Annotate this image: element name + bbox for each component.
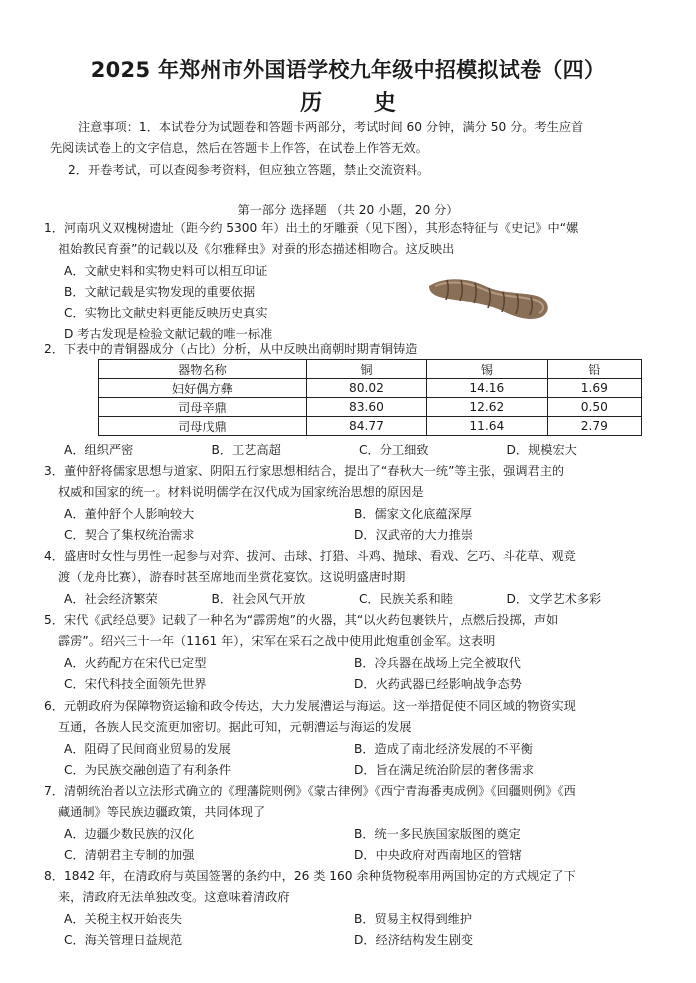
notes-line-1: 注意事项：1．本试卷分为试题卷和答题卡两部分，考试时间 60 分钟，满分 50 分。考生应首 [78,120,584,134]
question-8-stem-line-2: 来，清政府无法单独改变。这意味着清政府 [58,890,290,905]
question-8-option-d: D．经济结构发生剧变 [354,932,474,947]
question-2-option-b: B．工艺高超 [211,443,281,457]
question-3-option-c: C．契合了集权统治需求 [64,527,195,542]
question-2-option-d: D．规模宏大 [506,443,577,457]
question-5-option-a: A．火药配方在宋代已定型 [64,655,207,670]
question-1-option-c: C．实物比文献史料更能反映历史真实 [64,306,268,321]
question-1-stem-line-1: 1．河南巩义双槐树遗址（距今约 5300 年）出土的牙雕蚕（见下图），其形态特征与《史记》中“嫘 [44,221,579,235]
question-1-option-a: A．文献史料和实物史料可以相互印证 [64,263,268,278]
question-4-option-d: D．文学艺术多彩 [506,591,602,606]
table-cell: 妇好偶方彝 [99,379,307,398]
table-cell: 1.69 [547,379,641,398]
table-header-row [99,360,642,379]
bronze-composition-table [98,359,642,436]
question-4-stem-line-1: 4．盛唐时女性与男性一起参与对弈、拔河、击球、打猎、斗鸡、抛球、看戏、乞巧、斗花草、观竞 [44,549,576,563]
question-1-option-b: B．文献记载是实物发现的重要依据 [64,284,256,299]
question-1 [44,218,654,346]
question-3-option-d: D．汉武帝的大力推崇 [354,527,474,542]
subject-title: 历 史 [300,91,418,116]
question-1-option-d: D 考古发现是检验文献记载的唯一标准 [64,327,273,342]
question-3-option-b: B．儒家文化底蕴深厚 [354,506,473,521]
question-6-stem-line-2: 互通，各族人民交流更加密切。据此可知，元朝漕运与海运的发展 [58,720,412,735]
question-4-option-a: A．社会经济繁荣 [64,591,158,606]
table-cell: 司母戊鼎 [99,417,307,436]
question-7-option-a: A．边疆少数民族的汉化 [64,826,195,841]
question-4-stem-line-2: 渡（龙舟比赛），游春时甚至席地而坐赏花宴饮。这说明盛唐时期 [58,570,406,585]
question-5-option-b: B．冷兵器在战场上完全被取代 [354,655,521,670]
question-7 [44,781,654,866]
question-1-stem-line-2: 祖始教民育蚕”的记载以及《尔雅释虫》对蚕的形态描述相吻合。这反映出 [58,242,455,257]
question-6-stem-line-1: 6．元朝政府为保障物资运输和政令传达，大力发展漕运与海运。这一举措促使不同区域的物资实现 [44,699,576,713]
question-4-option-c: C．民族关系和睦 [359,591,453,606]
table-header-cell: 铜 [306,360,426,379]
question-7-option-b: B．统一多民族国家版图的奠定 [354,826,521,841]
question-6-option-c: C．为民族交融创造了有利条件 [64,762,231,777]
question-4-option-b: B．社会风气开放 [211,591,306,606]
question-7-option-d: D．中央政府对西南地区的管辖 [354,847,522,862]
table-header-cell: 器物名称 [99,360,307,379]
question-5-stem-line-1: 5．宋代《武经总要》记载了一种名为“霹雳炮”的火器，其“以火药包裹铁片，点燃后投掷，声如 [44,613,559,627]
question-3 [44,461,654,546]
question-7-stem-line-1: 7．清朝统治者以立法形式确立的《理藩院则例》《蒙古律例》《西宁青海番夷成例》《回疆则例》《西 [44,784,576,798]
question-3-stem-line-1: 3．董仲舒将儒家思想与道家、阴阳五行家思想相结合，提出了“春秋大一统”等主张，强调君主的 [44,464,565,478]
notes-line-2: 先阅读试卷上的文字信息，然后在答题卡上作答，在试卷上作答无效。 [50,141,428,156]
question-5-stem-line-2: 霹雳”。绍兴三十一年（1161 年），宋军在采石之战中使用此炮重创金军。这表明 [58,634,496,649]
question-4 [44,546,654,610]
ivory-silkworm-image [425,270,553,324]
question-2-stem: 2．下表中的青铜器成分（占比）分析，从中反映出商朝时期青铜铸造 [44,342,418,356]
question-5 [44,610,654,695]
question-6 [44,696,654,781]
question-2-option-a: A．组织严密 [64,443,134,457]
exam-title: 2025 年郑州市外国语学校九年级中招模拟试卷（四） [90,58,606,82]
question-6-option-a: A．阻碍了民间商业贸易的发展 [64,741,231,756]
question-5-option-d: D．火药武器已经影响战争态势 [354,676,522,691]
question-3-option-a: A．董仲舒个人影响较大 [64,506,195,521]
table-header-cell: 铅 [547,360,641,379]
table-header-cell: 锡 [427,360,547,379]
exam-notes [50,117,660,181]
table-cell: 0.50 [547,398,641,417]
question-8 [44,866,654,951]
question-7-option-c: C．清朝君主专制的加强 [64,847,195,862]
question-6-option-b: B．造成了南北经济发展的不平衡 [354,741,533,756]
table-row [99,379,642,398]
question-5-option-c: C．宋代科技全面领先世界 [64,676,207,691]
table-cell: 司母辛鼎 [99,398,307,417]
question-3-stem-line-2: 权威和国家的统一。材料说明儒学在汉代成为国家统治思想的原因是 [58,485,424,500]
table-cell: 2.79 [547,417,641,436]
table-row [99,417,642,436]
question-8-option-a: A．关税主权开始丧失 [64,911,183,926]
question-6-option-d: D．旨在满足统治阶层的奢侈需求 [354,762,535,777]
table-cell: 80.02 [306,379,426,398]
notes-line-3: 2．开卷考试，可以查阅参考资料，但应独立答题，禁止交流资料。 [68,162,430,177]
question-8-option-b: B．贸易主权得到维护 [354,911,473,926]
question-8-stem-line-1: 8．1842 年，在清政府与英国签署的条约中，26 类 160 余种货物税率用两国协定的方式规定了下 [44,869,576,883]
table-row [99,398,642,417]
table-cell: 12.62 [427,398,547,417]
table-cell: 14.16 [427,379,547,398]
question-2 [44,339,654,360]
table-cell: 11.64 [427,417,547,436]
table-cell: 83.60 [306,398,426,417]
question-8-option-c: C．海关管理日益规范 [64,932,183,947]
part-one-heading: 第一部分 选择题 （共 20 小题，20 分） [237,203,459,217]
table-cell: 84.77 [306,417,426,436]
question-2-option-c: C．分工细致 [359,443,429,457]
question-2-options [44,440,654,461]
question-7-stem-line-2: 藏通制》等民族边疆政策，共同体现了 [58,805,266,820]
